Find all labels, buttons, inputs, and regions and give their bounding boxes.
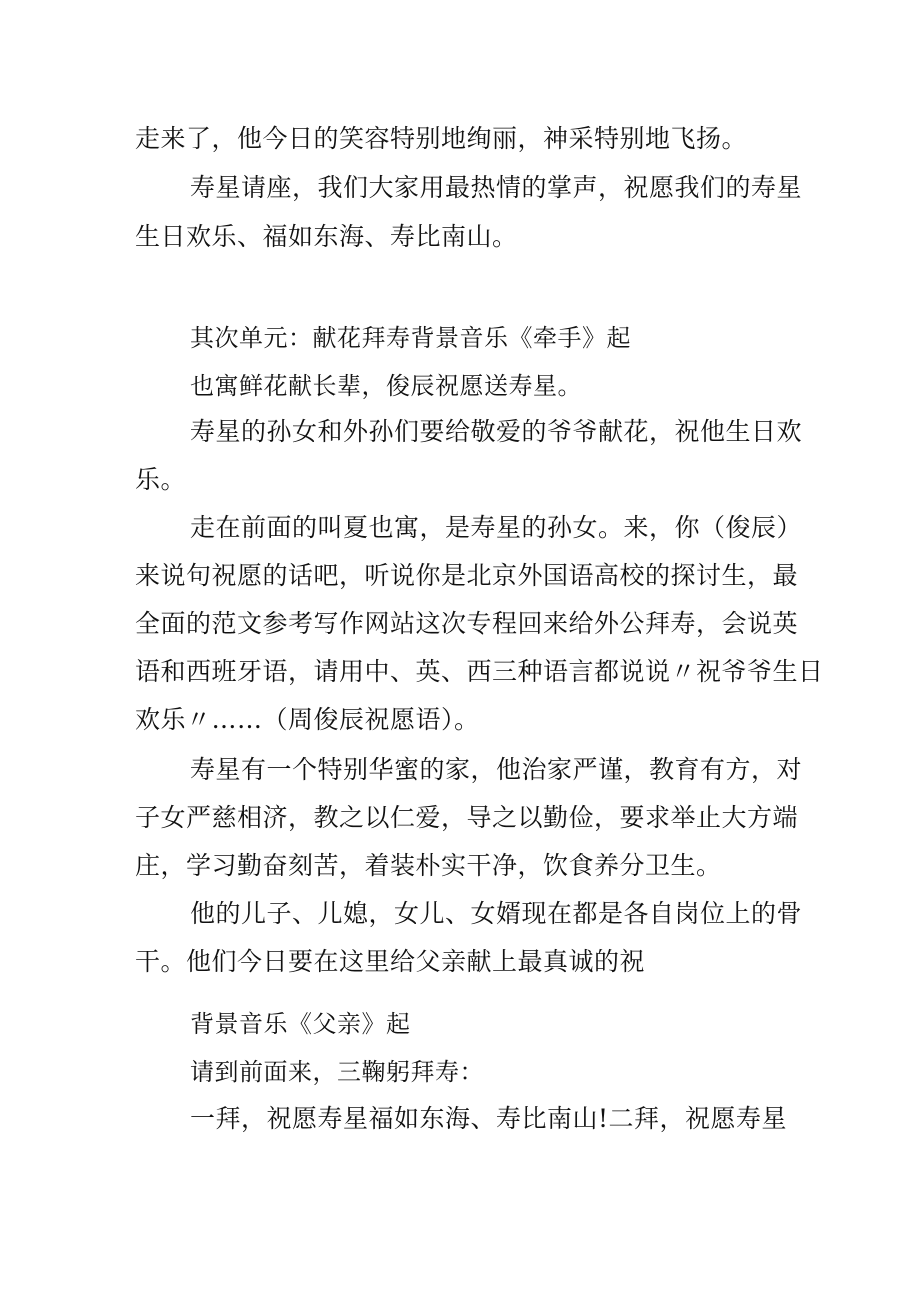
text-line: 也寓鲜花献长辈，俊辰祝愿送寿星。 (190, 372, 582, 400)
text-line: 乐。 (135, 465, 187, 494)
text-line: 他的儿子、儿媳，女儿、女婿现在都是各自岗位上的骨 (190, 899, 803, 928)
text-line: 语和西班牙语，请用中、英、西三种语言都说说〃祝爷爷生日 (135, 657, 824, 686)
text-line: 全面的范文参考写作网站这次专程回来给外公拜寿，会说英 (135, 609, 799, 638)
text-line: 走在前面的叫夏也寓，是寿星的孙女。来，你（俊辰） (190, 513, 803, 542)
text-line: 来说句祝愿的话吧，听说你是北京外国语高校的探讨生，最 (135, 561, 799, 590)
text-line: 寿星有一个特别华蜜的家，他治家严谨，教育有方，对 (190, 755, 803, 784)
text-line: 一拜，祝愿寿星福如东海、寿比南山!二拜，祝愿寿星 (190, 1104, 788, 1133)
text-line: 走来了，他今日的笑容特别地绚丽，神采特别地飞扬。 (135, 124, 748, 153)
text-line: 子女严慈相济，教之以仁爱，导之以勤俭，要求举止大方端 (135, 803, 799, 832)
text-line: 寿星的孙女和外孙们要给敬爱的爷爷献花，祝他生日欢 (190, 417, 803, 446)
text-line: 欢乐〃……（周俊辰祝愿语）。 (135, 705, 480, 734)
section-heading: 其次单元：献花拜寿背景音乐《牵手》起 (190, 324, 631, 352)
text-line: 生日欢乐、福如东海、寿比南山。 (135, 222, 518, 251)
text-line: 请到前面来，三鞠躬拜寿： (190, 1058, 484, 1086)
text-line: 寿星请座，我们大家用最热情的掌声，祝愿我们的寿星 (190, 173, 803, 202)
text-line: 干。他们今日要在这里给父亲献上最真诚的祝 (135, 947, 646, 976)
text-line: 庄，学习勤奋刻苦，着装朴实干净，饮食养分卫生。 (135, 851, 722, 880)
text-line: 背景音乐《父亲》起 (190, 1010, 411, 1038)
